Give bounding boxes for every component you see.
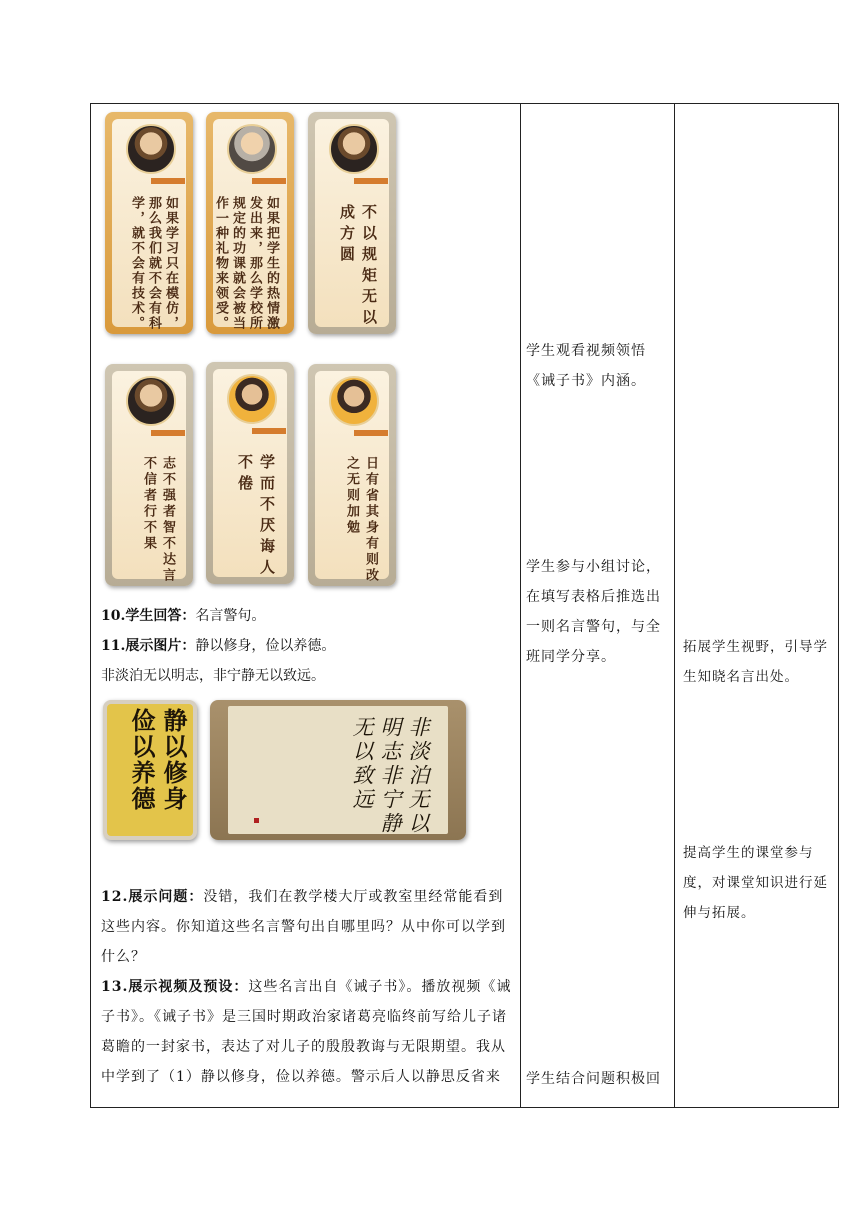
item-label: 11.展示图片： [101,638,196,654]
bookmark-quote: 如果把学生的热情激发出来，那么学校所规定的功课就会被当作一种礼物来领受。 [213,196,279,331]
calligraphy-scroll [210,700,466,840]
calligraphy-text: 非淡泊无以明志非宁静无以致远 [350,716,430,836]
bookmark-card [308,364,396,586]
calligraphy-text: 静以修身俭以养德 [127,708,188,812]
bookmark-quote: 如果学习只在模仿，那么我们就不会有科学，就不会有技术。 [129,196,178,331]
design-intent: 拓展学生视野，引导学生知晓名言出处。 [683,639,828,685]
item-label: 13.展示视频及预设： [101,979,249,995]
student-activity: 学生参与小组讨论，在填写表格后推选出一则名言警句，与全班同学分享。 [526,559,661,665]
item-text: 非淡泊无以明志，非宁静无以致远。 [101,668,325,684]
bookmark-quote: 学而不厌诲人不倦 [236,454,276,580]
student-activity: 学生结合问题积极回 [526,1071,661,1087]
bookmark-card [105,364,193,586]
bookmark-card [105,112,193,334]
item-text: 静以修身，俭以养德。 [195,638,336,654]
bookmark-card [308,112,396,334]
bookmark-card [206,362,294,584]
student-activity: 学生观看视频领悟《诫子书》内涵。 [526,343,646,389]
portrait [126,124,176,174]
bookmark-quote: 志不强者智不达言不信者行不果 [141,456,175,584]
bookmark-quote: 日有省其身有则改之无则加勉 [344,456,378,584]
teacher-activity-text [101,601,511,691]
item-text: 没错，我们在教学楼大厅或教室里经常能看到这些内容。你知道这些名言警句出自哪里吗？从中你可以学到什么？ [101,889,506,965]
portrait [329,376,379,426]
portrait [329,124,379,174]
bookmark-quote: 不以规矩无以成方圆 [338,204,378,330]
item-label: 10.学生回答： [101,608,196,624]
column-divider [674,104,675,1107]
calligraphy-scroll [103,700,197,840]
item-text: 名言警句。 [195,608,266,624]
portrait [227,124,277,174]
item-text: 这些名言出自《诫子书》。播放视频《诫子书》。《诫子书》是三国时期政治家诸葛亮临终前写给儿子诸葛瞻的一封家书，表达了对儿子的殷殷教诲与无限期望。我从中学到了（1）静以修身，俭以养德。警示后人以静思反省来 [101,979,512,1085]
portrait [126,376,176,426]
portrait [227,374,277,424]
column-divider [520,104,521,1107]
design-intent: 提高学生的课堂参与度，对课堂知识进行延伸与拓展。 [683,845,828,921]
item-label: 12.展示问题： [101,889,204,905]
bookmark-card [206,112,294,334]
teacher-activity-text [101,882,513,1092]
